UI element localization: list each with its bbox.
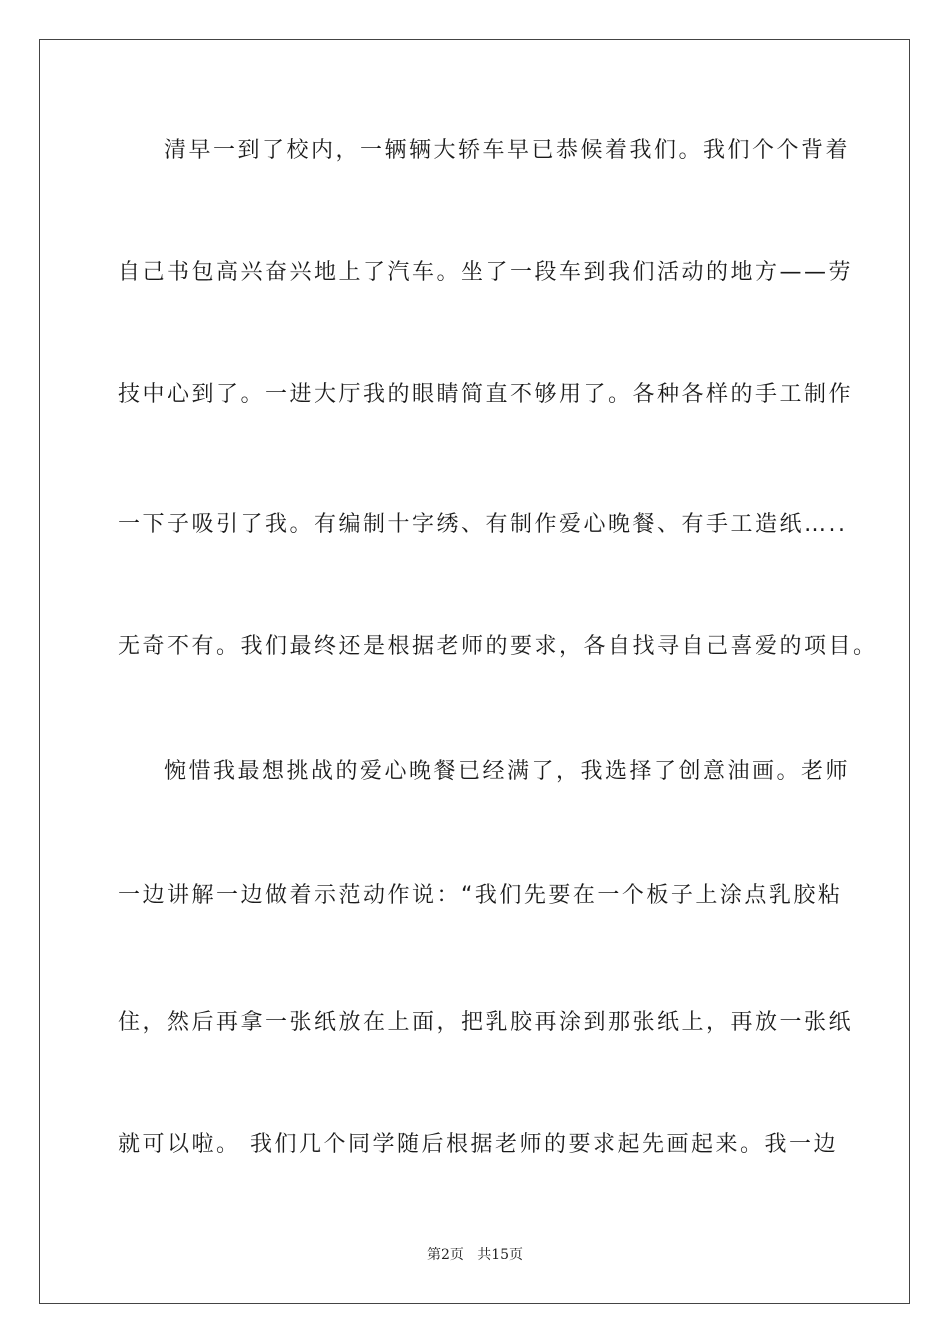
paragraph-2-line-3: 住，然后再拿一张纸放在上面，把乳胶再涂到那张纸上，再放一张纸 [118,1010,854,1035]
paragraph-2-line-1: 惋惜我最想挑战的爱心晚餐已经满了，我选择了创意油画。老师 [164,759,851,784]
paragraph-1-line-3: 技中心到了。一进大厅我的眼睛简直不够用了。各种各样的手工制作 [118,382,854,407]
paragraph-1-line-4: 一下子吸引了我。有编制十字绣、有制作爱心晚餐、有手工造纸….. [118,512,848,537]
paragraph-1-line-5: 无奇不有。我们最终还是根据老师的要求，各自找寻自己喜爱的项目。 [118,634,878,659]
paragraph-1-line-2: 自己书包高兴奋兴地上了汽车。坐了一段车到我们活动的地方——劳 [118,260,854,285]
paragraph-2-line-4: 就可以啦。 我们几个同学随后根据老师的要求起先画起来。我一边 [118,1132,838,1157]
page-border [39,39,910,1304]
paragraph-2-line-2: 一边讲解一边做着示范动作说：“我们先要在一个板子上涂点乳胶粘 [118,883,843,908]
paragraph-1-line-1: 清早一到了校内，一辆辆大轿车早已恭候着我们。我们个个背着 [164,138,851,163]
page-number-footer: 第2页 共15页 [426,1247,524,1263]
